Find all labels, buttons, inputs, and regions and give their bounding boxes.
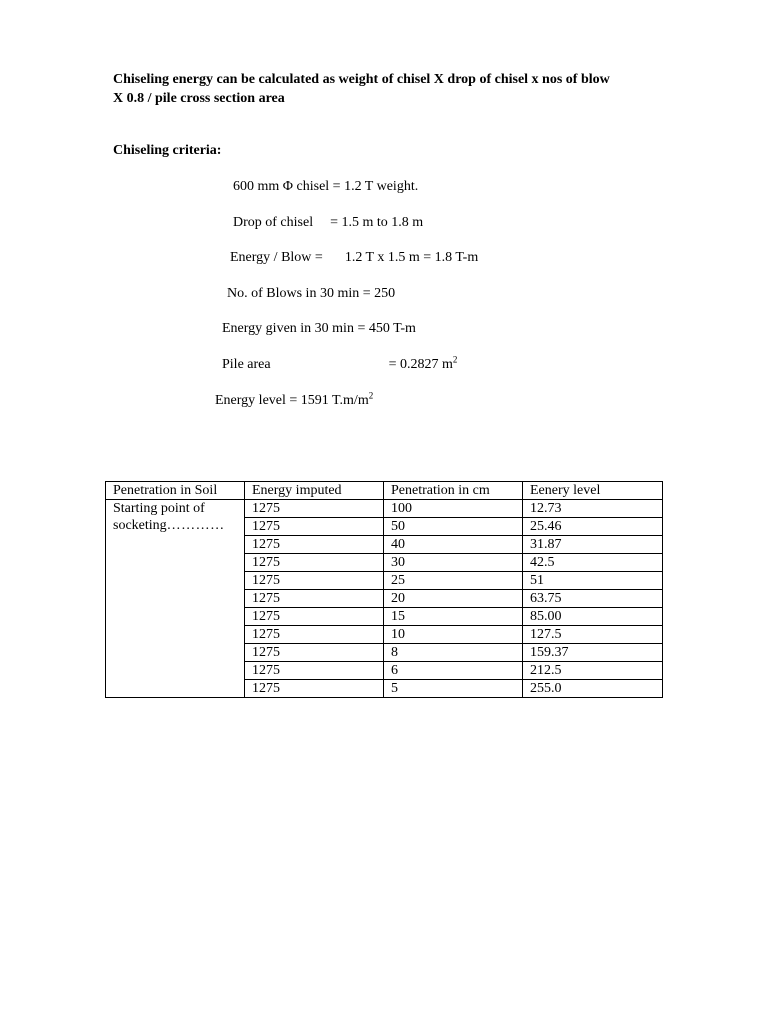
energy-blow-value: 1.2 T x 1.5 m = 1.8 T-m <box>344 250 479 265</box>
level-cell: 127.5 <box>523 626 663 644</box>
soil-cell <box>106 500 245 698</box>
level-cell: 31.87 <box>523 536 663 554</box>
penetration-cell: 50 <box>384 518 523 536</box>
energy-cell: 1275 <box>245 590 384 608</box>
level-cell: 42.5 <box>523 554 663 572</box>
energy-cell: 1275 <box>245 644 384 662</box>
penetration-cell: 100 <box>384 500 523 518</box>
energy-cell: 1275 <box>245 500 384 518</box>
heading-line-1: Chiseling energy can be calculated as weight of chisel X drop of chisel x nos of blow <box>113 72 610 87</box>
header-penetration-soil: Penetration in Soil <box>106 482 245 500</box>
energy-level-superscript: 2 <box>368 390 374 401</box>
level-cell: 51 <box>523 572 663 590</box>
soil-label-line-2: socketing <box>113 518 167 533</box>
soil-label-dots: ………… <box>166 518 225 533</box>
table-body <box>106 500 663 698</box>
energy-level-line <box>215 390 374 409</box>
chisel-weight-line: 600 mm Φ chisel = 1.2 T weight. <box>233 179 419 194</box>
penetration-cell: 5 <box>384 680 523 698</box>
table-header-row <box>106 482 663 500</box>
energy-cell: 1275 <box>245 518 384 536</box>
level-cell: 25.46 <box>523 518 663 536</box>
energy-blow-label: Energy / Blow = <box>230 250 323 265</box>
penetration-cell: 6 <box>384 662 523 680</box>
pile-area-value: = 0.2827 m <box>388 357 453 372</box>
document-heading <box>113 70 673 108</box>
penetration-cell: 40 <box>384 536 523 554</box>
level-cell: 85.00 <box>523 608 663 626</box>
level-cell: 12.73 <box>523 500 663 518</box>
level-cell: 255.0 <box>523 680 663 698</box>
energy-given-line: Energy given in 30 min = 450 T-m <box>222 321 416 336</box>
energy-cell: 1275 <box>245 572 384 590</box>
penetration-cell: 10 <box>384 626 523 644</box>
penetration-cell: 8 <box>384 644 523 662</box>
header-energy-level: Eenery level <box>523 482 663 500</box>
pile-area-line <box>222 354 458 373</box>
level-cell: 63.75 <box>523 590 663 608</box>
criteria-title: Chiseling criteria: <box>113 143 222 158</box>
soil-label-line-1: Starting point of <box>113 501 205 516</box>
level-cell: 159.37 <box>523 644 663 662</box>
header-energy-imputed: Energy imputed <box>245 482 384 500</box>
table-row <box>106 500 663 518</box>
drop-value: = 1.5 m to 1.8 m <box>330 215 424 230</box>
energy-per-blow-line <box>230 250 478 266</box>
penetration-cell: 15 <box>384 608 523 626</box>
blows-line: No. of Blows in 30 min = 250 <box>227 286 396 301</box>
pile-area-superscript: 2 <box>452 354 458 365</box>
heading-line-2: X 0.8 / pile cross section area <box>113 91 285 106</box>
penetration-cell: 20 <box>384 590 523 608</box>
energy-cell: 1275 <box>245 680 384 698</box>
energy-cell: 1275 <box>245 608 384 626</box>
penetration-table <box>105 481 663 698</box>
drop-line <box>233 215 423 231</box>
penetration-cell: 30 <box>384 554 523 572</box>
penetration-cell: 25 <box>384 572 523 590</box>
header-penetration-cm: Penetration in cm <box>384 482 523 500</box>
energy-cell: 1275 <box>245 662 384 680</box>
energy-cell: 1275 <box>245 554 384 572</box>
level-cell: 212.5 <box>523 662 663 680</box>
energy-level-text: Energy level = 1591 T.m/m <box>215 393 369 408</box>
pile-area-label: Pile area <box>222 357 271 372</box>
drop-label: Drop of chisel <box>233 215 314 230</box>
energy-cell: 1275 <box>245 536 384 554</box>
energy-cell: 1275 <box>245 626 384 644</box>
